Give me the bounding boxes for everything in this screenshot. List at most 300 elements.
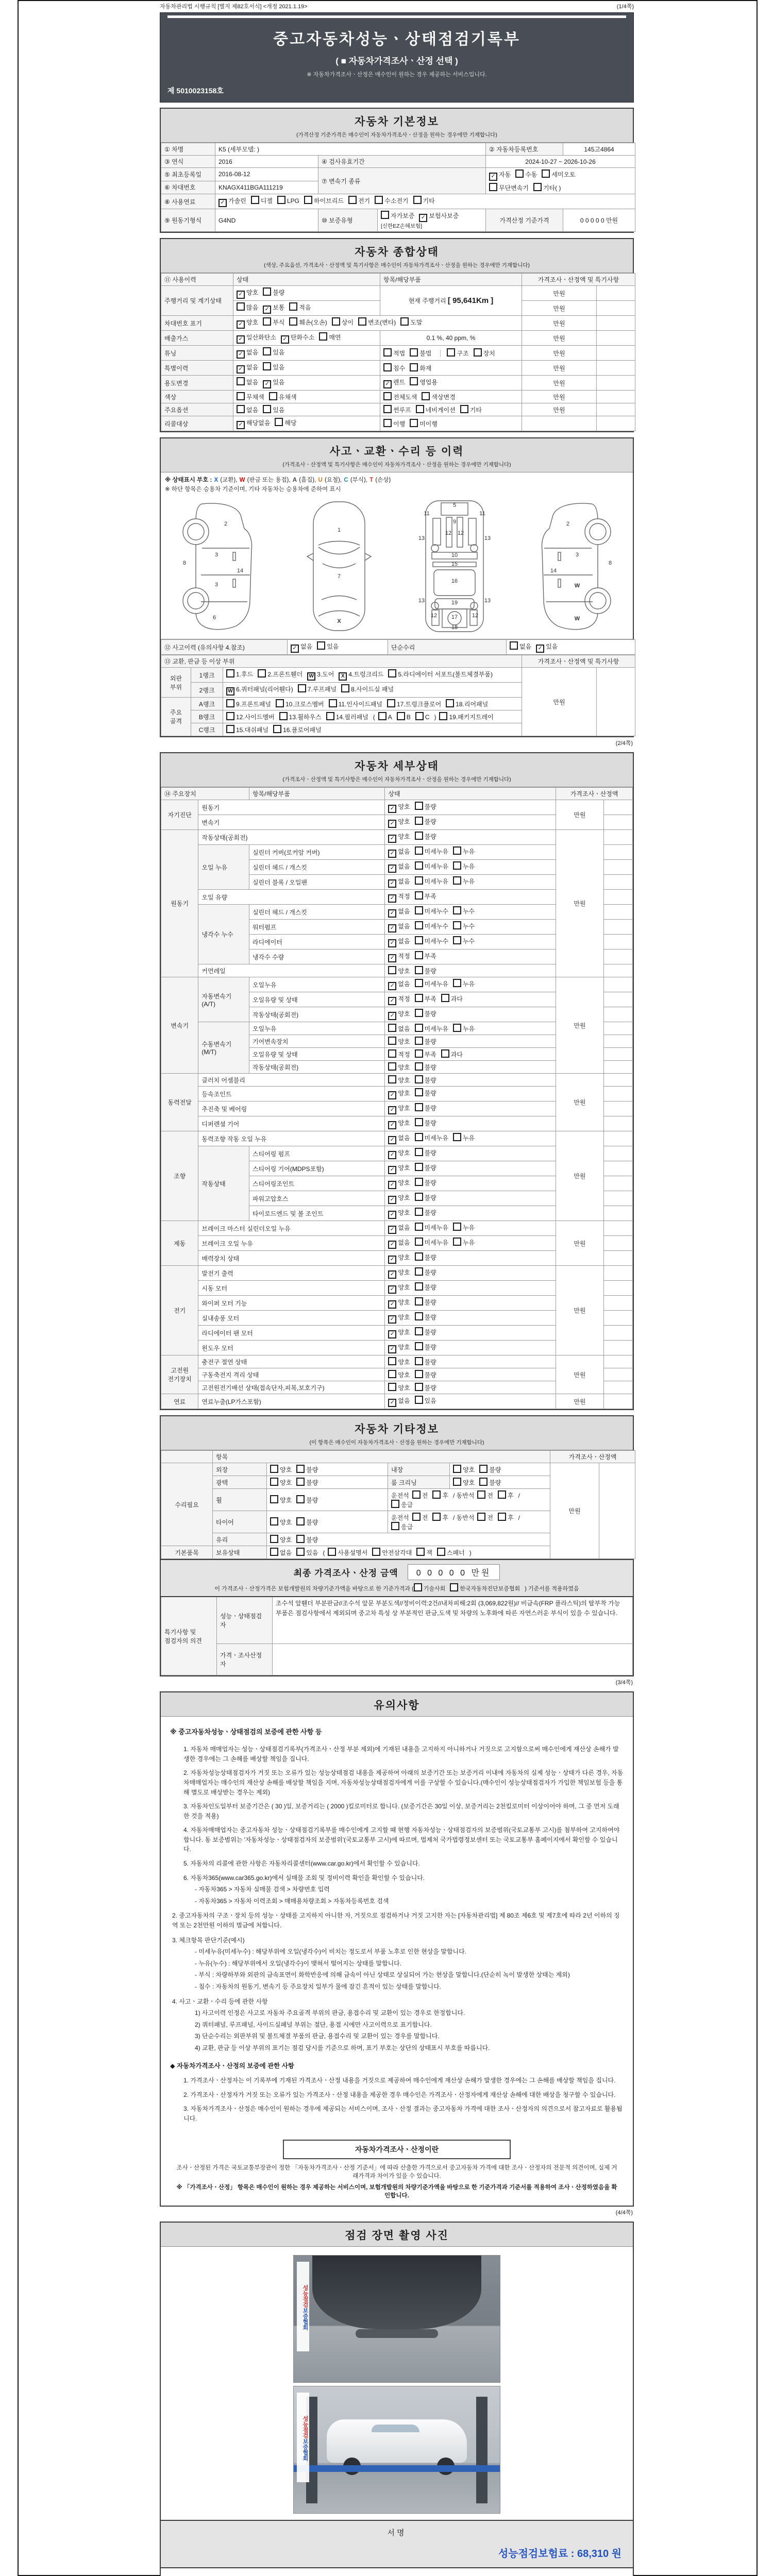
checkbox[interactable]	[296, 1495, 318, 1504]
checkbox[interactable]: ✓ 해당없음	[237, 418, 270, 429]
rank1-items	[223, 668, 522, 683]
checkbox[interactable]	[415, 1383, 436, 1392]
confirmation-footer	[161, 2567, 633, 2576]
part-label: 기어변속장치	[249, 1035, 384, 1048]
checkbox[interactable]: W 3.도어	[307, 670, 334, 681]
checkbox[interactable]: ✓ 없음	[388, 1133, 410, 1144]
checkbox[interactable]: ✓ 보험사보증	[419, 211, 459, 222]
checkbox[interactable]	[326, 712, 368, 721]
checkbox[interactable]	[388, 1024, 410, 1033]
checkbox[interactable]	[415, 1163, 436, 1172]
checkbox-label: 없음	[300, 643, 313, 650]
checkbox[interactable]	[453, 936, 475, 945]
checkbox[interactable]	[332, 317, 354, 327]
checkbox[interactable]	[415, 1312, 436, 1321]
car-diagrams	[161, 496, 633, 639]
part-label: 오일유량 및 상태	[249, 1048, 384, 1061]
price-appraisal-definition-box: 자동차가격조사ㆍ산정이란	[283, 2140, 511, 2159]
color-checks	[233, 391, 380, 403]
checkbox[interactable]	[397, 712, 411, 721]
accident-panel-table	[161, 655, 635, 736]
checkbox[interactable]	[296, 1478, 318, 1487]
checkbox[interactable]	[415, 1370, 436, 1379]
part-label: 와이퍼 모터 기능	[198, 1296, 385, 1311]
checkbox[interactable]: ✓ 없음	[388, 937, 410, 947]
checkbox[interactable]	[237, 302, 258, 312]
table-row	[161, 274, 635, 286]
checkbox[interactable]	[415, 1297, 436, 1307]
checkbox[interactable]	[415, 1267, 436, 1277]
car-name-label: ① 차명	[161, 143, 215, 156]
checkbox[interactable]	[415, 1088, 436, 1097]
transmission-label: ⑦ 변속기 종류	[318, 168, 486, 194]
checkbox[interactable]	[378, 712, 392, 721]
checkbox[interactable]: ✓ 일산화탄소	[237, 333, 276, 344]
note-cell	[603, 1236, 632, 1251]
checkbox[interactable]	[273, 725, 322, 734]
checkbox-label: 전	[422, 1492, 428, 1499]
checkbox[interactable]	[477, 1490, 493, 1500]
checkbox[interactable]	[226, 712, 275, 721]
checkbox[interactable]: ✓ 없음	[388, 862, 410, 873]
checkbox[interactable]	[319, 332, 341, 342]
checkbox[interactable]	[388, 1357, 410, 1366]
checkbox[interactable]: ✓ 양호	[388, 1208, 410, 1219]
checkbox[interactable]	[263, 347, 284, 357]
inline-text: )	[434, 714, 436, 721]
checkbox[interactable]	[542, 170, 575, 179]
checkbox[interactable]	[415, 817, 436, 826]
checkbox[interactable]	[263, 405, 284, 414]
checkbox[interactable]	[415, 876, 448, 886]
checkbox[interactable]	[415, 846, 448, 856]
checkbox[interactable]	[226, 699, 271, 708]
checkbox[interactable]: ✓ 탄화수소	[281, 333, 314, 344]
panel-number: 12	[472, 613, 479, 619]
checkbox[interactable]	[441, 994, 463, 1003]
mark-letter: U	[318, 477, 323, 483]
checkbox[interactable]	[453, 861, 475, 871]
checkbox[interactable]	[415, 1208, 436, 1217]
checkbox[interactable]	[415, 1178, 436, 1187]
checkbox[interactable]	[270, 1517, 292, 1527]
checkbox[interactable]	[237, 377, 258, 386]
page-marker-1: (1/4쪽)	[616, 4, 634, 10]
checkbox[interactable]	[410, 348, 431, 358]
checkbox[interactable]	[450, 1583, 520, 1592]
price-cell: 만원	[556, 800, 604, 830]
checkbox-label: 17.트렁크플로어	[396, 701, 442, 708]
checkbox[interactable]	[498, 1513, 514, 1522]
checkbox[interactable]: ✓ 없음	[388, 907, 410, 918]
reg-no-label: ② 자동차등록번호	[486, 143, 563, 156]
checkbox[interactable]	[415, 1282, 436, 1292]
checkbox[interactable]	[400, 317, 422, 327]
checkbox[interactable]	[317, 641, 339, 651]
checkbox[interactable]	[533, 183, 561, 192]
checkbox[interactable]: ✓ 양호	[388, 1343, 410, 1353]
checkbox[interactable]	[453, 876, 475, 886]
checkbox[interactable]	[415, 891, 436, 901]
checkbox[interactable]	[415, 1342, 436, 1351]
status-checks	[385, 905, 556, 920]
checkbox[interactable]: ✓ 적정	[388, 952, 410, 962]
checkbox-label: 3.도어	[317, 671, 334, 678]
special-checks	[233, 361, 380, 376]
checkbox[interactable]	[304, 196, 344, 205]
checkbox[interactable]	[453, 906, 475, 916]
checkbox[interactable]	[348, 196, 370, 205]
checkbox-label: 자가보증	[391, 212, 415, 219]
checkbox[interactable]	[410, 419, 438, 428]
tuning-label: 튜닝	[161, 346, 233, 361]
checkbox[interactable]: ✓ 양호	[388, 1193, 410, 1204]
checkbox[interactable]	[388, 1075, 410, 1084]
status-checks	[385, 1191, 556, 1206]
checkbox[interactable]	[383, 419, 405, 428]
checkbox[interactable]: ✓ 양호	[388, 1089, 410, 1099]
checkbox[interactable]: ✓ 양호	[388, 1178, 410, 1189]
checkbox[interactable]	[453, 1465, 475, 1474]
checkbox[interactable]: ✓ 양호	[237, 288, 258, 299]
checkbox[interactable]	[329, 699, 382, 708]
checkbox[interactable]	[432, 1490, 448, 1500]
checkbox[interactable]	[412, 1490, 428, 1500]
checkbox[interactable]	[263, 287, 284, 297]
checkbox[interactable]	[263, 317, 284, 327]
checkbox[interactable]: ✓ 없음	[388, 922, 410, 933]
engine-type-value: G4ND	[215, 209, 318, 232]
checkbox[interactable]	[415, 906, 448, 916]
price-cell: 만원	[556, 977, 604, 1074]
checkbox[interactable]	[415, 1148, 436, 1157]
note-cell	[603, 1176, 632, 1191]
checkbox-label: 양호	[398, 833, 410, 840]
table-row	[161, 331, 635, 346]
checkbox[interactable]	[415, 861, 448, 871]
checkbox[interactable]	[375, 196, 408, 205]
checkbox[interactable]	[383, 363, 405, 372]
checkbox[interactable]	[237, 405, 258, 414]
checkbox[interactable]	[422, 392, 455, 401]
checkbox[interactable]	[415, 1223, 448, 1232]
checkbox-label: 불량	[424, 1120, 436, 1127]
checkbox[interactable]	[388, 1062, 410, 1072]
checkbox[interactable]	[489, 183, 529, 192]
checkbox[interactable]	[415, 921, 448, 930]
checkbox[interactable]: ✓ 양호	[388, 1283, 410, 1294]
panel-number: 10	[451, 552, 458, 558]
part-label: 원동기	[198, 800, 385, 815]
note-cell	[603, 1394, 632, 1409]
photos-title: 점검 장면 촬영 사진	[345, 2230, 449, 2242]
checkbox[interactable]	[388, 1383, 410, 1392]
checkbox[interactable]: ✓ 양호	[388, 1268, 410, 1279]
checkbox[interactable]: ✓ 없음	[291, 642, 312, 653]
checkbox[interactable]	[269, 392, 297, 401]
note-cell	[603, 920, 632, 935]
checkbox[interactable]	[296, 1517, 318, 1527]
emission-label: 배출가스	[161, 331, 233, 346]
checkbox[interactable]: ✓ 없음	[388, 1238, 410, 1249]
checkbox[interactable]	[270, 1495, 292, 1504]
part-label: 브레이크 오일 누유	[198, 1236, 385, 1251]
checkbox[interactable]	[415, 832, 436, 841]
detail-table	[161, 787, 633, 1409]
checkbox-label: 색상변경	[431, 394, 456, 401]
checkbox-label: 전체도색	[393, 394, 417, 401]
checkbox[interactable]	[414, 1583, 446, 1592]
checkbox[interactable]	[372, 1548, 412, 1557]
checkbox[interactable]	[226, 725, 268, 734]
basic-note: (가격산정 기준가격은 매수인이 자동차가격조사ㆍ산정을 원하는 경우에만 기재합니다)	[296, 132, 497, 138]
checkbox[interactable]: W 6.쿼터패널(리어휀다)	[226, 685, 293, 696]
checkbox[interactable]	[416, 1548, 432, 1557]
checkbox[interactable]	[474, 348, 495, 358]
checkbox[interactable]	[289, 317, 327, 327]
checkbox[interactable]: ✓ 렌트	[383, 378, 405, 388]
checkbox[interactable]	[381, 211, 414, 220]
checkbox[interactable]: ✓ 양호	[388, 817, 410, 828]
checkbox[interactable]	[358, 317, 396, 327]
checkbox[interactable]: ✓ 자동	[489, 170, 511, 181]
checkbox-label: 있음	[273, 364, 285, 371]
checkbox[interactable]	[296, 1548, 318, 1557]
checkbox[interactable]	[415, 1049, 436, 1059]
checkbox-label: 적법	[393, 350, 406, 357]
checkbox[interactable]	[258, 669, 303, 679]
checkbox-label: 19.패키지트레이	[449, 714, 494, 721]
checkbox[interactable]	[391, 1522, 413, 1531]
checkbox[interactable]	[415, 1133, 448, 1142]
summary-note: (색상, 주요옵션, 가격조사ㆍ산정액 및 특기사항은 매수인이 자동차가격조사ㆍ산정을 원하는 경우에만 기재합니다)	[264, 262, 530, 268]
checkbox[interactable]	[415, 1024, 448, 1033]
checkbox[interactable]	[415, 1327, 436, 1336]
checkbox[interactable]	[275, 418, 296, 427]
checkbox[interactable]	[388, 1049, 410, 1059]
checkbox[interactable]: ✓ 적정	[388, 994, 410, 1005]
checkbox[interactable]	[415, 994, 436, 1003]
checkbox-label: C	[425, 714, 430, 721]
checkbox[interactable]: ✓ 적정	[388, 892, 410, 903]
status-checks	[385, 1266, 556, 1281]
checkbox[interactable]	[270, 1535, 292, 1544]
checkbox[interactable]	[453, 1024, 475, 1033]
detail-header-parts: 항목/해당부품	[249, 788, 384, 800]
checkbox[interactable]	[415, 1252, 436, 1262]
checkbox[interactable]: ✓ 양호	[388, 1104, 410, 1114]
checkbox[interactable]	[270, 1465, 292, 1474]
note-cell	[603, 1281, 632, 1296]
checkbox[interactable]	[498, 1490, 514, 1500]
checkbox[interactable]	[328, 1548, 367, 1557]
checkbox[interactable]	[415, 1062, 436, 1072]
checkbox[interactable]	[460, 405, 482, 414]
signature-label: 서명	[387, 2529, 407, 2538]
checkbox[interactable]	[237, 392, 264, 401]
checkbox[interactable]: ✓ 양호	[388, 1313, 410, 1324]
note-cell	[603, 1266, 632, 1281]
checkbox[interactable]	[341, 684, 394, 693]
checkbox[interactable]	[415, 936, 448, 945]
checkbox[interactable]	[479, 1478, 501, 1487]
checkbox[interactable]: ✓ 가솔린	[219, 196, 246, 207]
checkbox[interactable]: ✓ 양호	[388, 1253, 410, 1264]
checkbox-label: 있음	[424, 1397, 436, 1404]
checkbox[interactable]	[453, 921, 475, 930]
checkbox[interactable]: ✓ 있음	[263, 378, 284, 388]
checkbox-label: 해당	[284, 419, 297, 427]
checkbox-label: 14.필러패널	[335, 714, 368, 721]
checkbox[interactable]	[415, 1357, 436, 1366]
checkbox[interactable]: ✓ 양호	[388, 802, 410, 813]
checkbox[interactable]	[226, 669, 253, 679]
checkbox[interactable]	[415, 1396, 436, 1405]
checkbox-label: 미세누유	[424, 878, 448, 885]
checkbox[interactable]	[383, 405, 411, 414]
checkbox[interactable]	[415, 966, 436, 975]
checkbox[interactable]	[453, 979, 475, 988]
checkbox[interactable]: ✓ 없음	[237, 363, 258, 374]
notice-body	[161, 1717, 633, 2131]
notice-item: 2. 중고자동차의 구조ㆍ장치 등의 성능ㆍ상태를 고지하지 아니한 자, 거짓으로 점검하거나 거짓 고지한 자는 [자동차관리법] 제 80조 제6호 및 제7호에 따라 2년 이하의 징역 또는 2천만원 이하의 벌금에 처합니다.	[172, 1912, 620, 1929]
damage-mark: W	[574, 616, 580, 622]
checkbox[interactable]	[415, 979, 448, 988]
checkbox[interactable]	[296, 1535, 318, 1544]
checkbox[interactable]: ✓ 양호	[388, 1009, 410, 1020]
checkbox[interactable]	[446, 699, 488, 708]
checkbox[interactable]	[388, 1037, 410, 1046]
checkbox[interactable]: ✓ 없음	[388, 1223, 410, 1234]
status-checks	[385, 1341, 556, 1355]
checkbox[interactable]: ✓ 있음	[536, 642, 558, 653]
table-row	[161, 788, 633, 800]
checkbox[interactable]	[279, 712, 322, 721]
checkbox[interactable]	[453, 1478, 475, 1487]
checkbox-label: 불량	[424, 1254, 436, 1261]
checkbox[interactable]: ✓ 양호	[388, 1148, 410, 1159]
notice-title: 유의사항	[374, 1700, 420, 1711]
checkbox[interactable]	[437, 1548, 465, 1557]
checkbox-label: 미세누유	[424, 980, 448, 988]
checkbox[interactable]: ✓ 없음	[388, 1396, 410, 1407]
checkbox-label: 한국자동차진단보증협회	[460, 1586, 520, 1592]
checkbox[interactable]	[388, 669, 493, 679]
note-cell	[603, 1355, 632, 1368]
checkbox[interactable]	[415, 1238, 448, 1247]
checkbox[interactable]	[447, 348, 468, 358]
checkbox[interactable]	[413, 196, 435, 205]
section-basic-info	[160, 108, 634, 233]
checkbox[interactable]: ✓ 없음	[237, 348, 258, 359]
checkbox[interactable]	[415, 951, 436, 960]
final-price-title: 최종 가격조사ㆍ산정 금액	[293, 1568, 398, 1578]
checkbox[interactable]	[477, 1513, 493, 1522]
checkbox[interactable]	[289, 302, 311, 312]
checkbox[interactable]	[441, 1049, 463, 1059]
checkbox[interactable]: ✓ 양호	[388, 832, 410, 843]
checkbox[interactable]	[453, 1133, 475, 1142]
table-row	[161, 286, 635, 301]
checkbox[interactable]: ✓ 보통	[263, 303, 284, 314]
panel-number: 2	[566, 521, 570, 527]
checkbox-label: 화재	[419, 365, 432, 372]
checkbox[interactable]	[412, 1513, 428, 1522]
checkbox[interactable]	[415, 1103, 436, 1112]
checkbox[interactable]	[415, 1193, 436, 1202]
checkbox[interactable]	[298, 684, 337, 693]
checkbox[interactable]: ✓ 없음	[388, 979, 410, 990]
checkbox[interactable]	[415, 1009, 436, 1018]
checkbox[interactable]	[439, 712, 493, 721]
checkbox[interactable]	[391, 1500, 413, 1509]
usage-history-header: ⑪ 사용이력	[161, 274, 233, 286]
checkbox[interactable]	[479, 1465, 501, 1474]
checkbox[interactable]	[263, 362, 284, 371]
checkbox[interactable]	[415, 802, 436, 811]
checkbox[interactable]	[453, 1223, 475, 1232]
checkbox[interactable]	[277, 196, 299, 205]
checkbox[interactable]	[515, 170, 537, 179]
checkbox-label: 일산화탄소	[246, 334, 276, 341]
checkbox[interactable]	[410, 377, 438, 386]
misc-note-cell	[599, 1463, 635, 1559]
checkbox[interactable]	[410, 363, 431, 372]
panel-number: 14	[237, 568, 244, 574]
checkbox[interactable]	[383, 392, 417, 401]
checkbox-label: LPG	[287, 197, 299, 205]
checkbox[interactable]	[388, 1370, 410, 1379]
status-checks	[385, 1311, 556, 1326]
detail-header-status: 상태	[385, 788, 556, 800]
checkbox[interactable]	[415, 712, 430, 721]
checkbox-label: 양호	[398, 1359, 410, 1366]
checkbox[interactable]	[270, 1478, 292, 1487]
checkbox[interactable]: ✓ 양호	[388, 1328, 410, 1338]
part-label: 충전구 절연 상태	[198, 1355, 385, 1368]
checkbox-label: 양호	[280, 1466, 292, 1473]
checkbox[interactable]	[453, 1238, 475, 1247]
checkbox[interactable]: ✓ 없음	[388, 847, 410, 858]
checkbox[interactable]	[383, 348, 405, 358]
note-cell	[603, 890, 632, 905]
checkbox[interactable]: ✓ 양호	[388, 1118, 410, 1129]
price-cell: 만원	[556, 1394, 604, 1409]
checkbox[interactable]	[415, 1118, 436, 1127]
checkbox[interactable]	[276, 699, 324, 708]
checkbox[interactable]	[416, 405, 456, 414]
checkbox[interactable]: X 4.트렁크리드	[339, 670, 383, 681]
room-cleaning-checks	[450, 1476, 550, 1489]
checkbox[interactable]	[415, 1037, 436, 1046]
checkbox[interactable]	[453, 846, 475, 856]
checkbox[interactable]	[296, 1465, 318, 1474]
checkbox[interactable]	[510, 641, 531, 651]
checkbox[interactable]	[415, 1075, 436, 1084]
checkbox[interactable]	[387, 699, 441, 708]
checkbox[interactable]	[432, 1513, 448, 1522]
device-group-label: 연료	[161, 1394, 198, 1409]
checkbox[interactable]	[388, 966, 410, 975]
table-row	[161, 800, 633, 815]
checkbox[interactable]: ✓ 없음	[388, 877, 410, 888]
checkbox[interactable]	[251, 196, 273, 205]
part-label: 추진축 및 베어링	[198, 1101, 385, 1116]
checkbox[interactable]	[270, 1548, 292, 1557]
checkbox[interactable]: ✓ 양호	[237, 318, 258, 329]
checkbox[interactable]: ✓ 양호	[388, 1298, 410, 1309]
checkbox[interactable]: ✓ 양호	[388, 1163, 410, 1174]
